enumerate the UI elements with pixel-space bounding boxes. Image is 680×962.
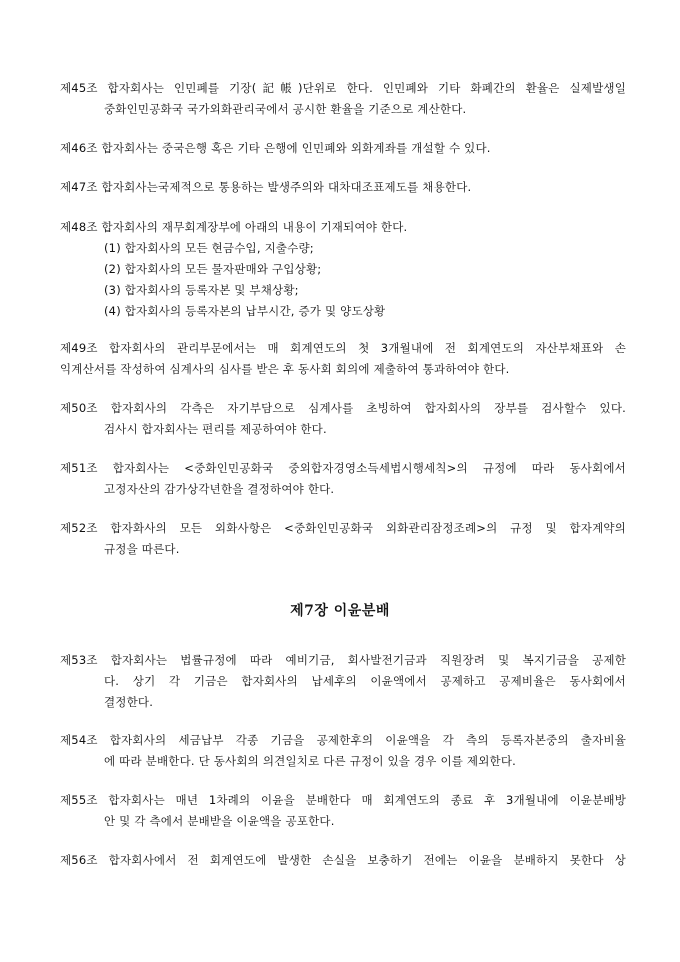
article-line: 제45조 합자회사는 인민폐를 기장(記帳)단위로 한다. 인민폐와 기타 화폐간의 환율은 실제발생일 [60, 81, 626, 95]
article-line: 제56조 합자회사에서 전 회계연도에 발생한 손실을 보충하기 전에는 이윤을 분배하지 못한다 상 [60, 853, 626, 867]
article-line: 다. 상기 각 기금은 합자회사의 납세후의 이윤액에서 공제하고 공제비율은 동사회에서 [104, 674, 626, 688]
article-56 [60, 850, 626, 871]
article-50 [60, 398, 626, 440]
article-51 [60, 458, 626, 500]
article-line: 제51조 합자회사는 <중화인민공화국 중외합자경영소득세법시행세칙>의 규정에 따라 동사회에서 [60, 461, 626, 475]
article-55 [60, 790, 626, 832]
article-line: 제46조 합자회사는 중국은행 혹은 기타 은행에 인민폐와 외화계좌를 개설할 수 있다. [60, 141, 491, 155]
article-52 [60, 518, 626, 560]
article-line: 제47조 합자회사는국제적으로 통용하는 발생주의와 대차대조표제도를 채용한다. [60, 180, 472, 194]
article-line: 익계산서를 작성하여 심계사의 심사를 받은 후 동사회 회의에 제출하여 통과하여야 한다. [60, 362, 510, 376]
list-item: (2) 합자회사의 모든 물자판매와 구입상황; [104, 262, 322, 276]
article-line: 고정자산의 감가상각년한을 결정하여야 한다. [104, 482, 335, 496]
article-line: 제53조 합자회사는 법률규정에 따라 예비기금, 회사발전기금과 직원장려 및 복지기금을 공제한 [60, 653, 626, 667]
article-line: 안 및 각 측에서 분배받을 이윤액을 공포한다. [104, 814, 335, 828]
article-line: 규정을 따른다. [104, 542, 180, 556]
article-line: 제52조 합자화사의 모든 외화사항은 <중화인민공화국 외화관리잠정조례>의 규정 및 합자계약의 [60, 521, 626, 535]
article-line: 검사시 합자회사는 편리를 제공하여야 한다. [104, 422, 327, 436]
article-line: 제48조 합자회사의 재무회계장부에 아래의 내용이 기재되여야 한다. [60, 220, 408, 234]
article-line: 중화인민공화국 국가외화관리국에서 공시한 환율을 기준으로 계산한다. [104, 102, 467, 116]
chapter-heading: 제7장 이윤분배 [290, 603, 390, 619]
article-54 [60, 730, 626, 772]
article-line: 결정한다. [104, 695, 154, 709]
list-item: (4) 합자회사의 등록자본의 납부시간, 증가 및 양도상황 [104, 304, 386, 318]
article-line: 에 따라 분배한다. 단 동사회의 의견일치로 다른 규정이 있을 경우 이를 제외한다. [104, 754, 517, 768]
article-48 [60, 217, 626, 322]
article-line: 제55조 합자회사는 매년 1차례의 이윤을 분배한다 매 회계연도의 종료 후 3개월내에 이윤분배방 [60, 793, 626, 807]
article-47 [60, 177, 626, 198]
article-line: 제49조 합자회사의 관리부문에서는 매 회계연도의 첫 3개월내에 전 회계연도의 자산부채표와 손 [60, 341, 626, 355]
article-49 [60, 338, 626, 380]
list-item: (1) 합자회사의 모든 현금수입, 지출수량; [104, 241, 314, 255]
article-53 [60, 650, 626, 713]
article-45 [60, 78, 626, 120]
article-46 [60, 138, 626, 159]
list-item: (3) 합자회사의 등록자본 및 부채상황; [104, 283, 299, 297]
article-line: 제54조 합자회사의 세금납부 각종 기금을 공제한후의 이윤액을 각 측의 등록자본중의 출자비율 [60, 733, 626, 747]
article-line: 제50조 합자회사의 각측은 자기부담으로 심계사를 초빙하여 합자회사의 장부를 검사할수 있다. [60, 401, 626, 415]
